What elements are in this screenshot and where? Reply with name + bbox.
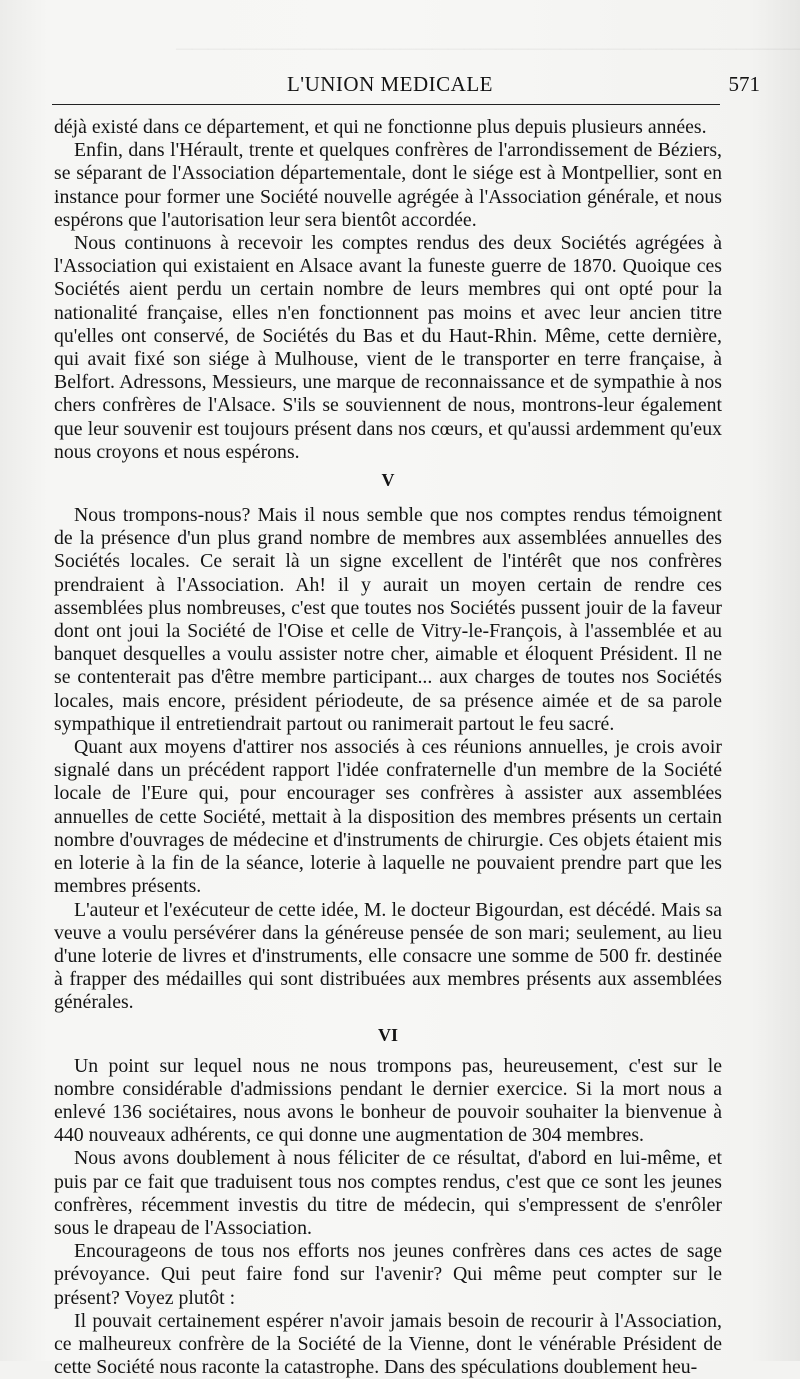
paragraph: déjà existé dans ce département, et qui ne fonctionne plus depuis plusieurs années. [54, 116, 707, 138]
paragraph: Nous avons doublement à nous féliciter de ce résultat, d'abord en lui-même, et puis par ce fait que traduisent tous nos comptes rendus, c'est que ce sont les jeunes confrères, récemment investis du titre de médecin, qui s'empressent de s'enrôler sous le drapeau de l'Association. [54, 1147, 722, 1239]
paragraph: Enfin, dans l'Hérault, trente et quelques confrères de l'arrondissement de Béziers, se séparant de l'Association départementale, dont le siége est à Montpellier, sont en instance pour former une Société nouvelle agrégée à l'Association générale, et nous espérons que l'autorisation leur sera bientôt accordée. [54, 139, 722, 231]
paragraph: Nous continuons à recevoir les comptes rendus des deux Sociétés agrégées à l'Association qui existaient en Alsace avant la funeste guerre de 1870. Quoique ces Sociétés aient perdu un certain nombre de leurs membres qui ont opté pour la nationalité française, elles n'en fonctionnent pas moins et avec leur ancien titre qu'elles ont conservé, de Sociétés du Bas et du Haut-Rhin. Même, cette dernière, qui avait fixé son siége à Mulhouse, vient de le transporter en terre française, à Belfort. Adressons, Messieurs, une marque de reconnaissance et de sympathie à nos chers confrères de l'Alsace. S'ils se souviennent de nous, montrons-leur également que leur souvenir est toujours présent dans nos cœurs, et qu'aussi ardemment qu'eux nous croyons et nous espérons. [54, 232, 722, 463]
header-rule [52, 104, 720, 105]
paragraph: Quant aux moyens d'attirer nos associés à ces réunions annuelles, je crois avoir signalé dans un précédent rapport l'idée confraternelle d'un membre de la Société locale de l'Eure qui, pour encourager ses confrères à assister aux assemblées annuelles de cette Société, mettait à la disposition des membres présents un certain nombre d'ouvrages de médecine et d'instruments de chirurgie. Ces objets étaient mis en loterie à la fin de la séance, loterie à laquelle ne pouvaient prendre part que les membres présents. [54, 736, 722, 898]
paragraph: Encourageons de tous nos efforts nos jeunes confrères dans ces actes de sage prévoyance. Qui peut faire fond sur l'avenir? Qui même peut compter sur le présent? Voyez plutôt : [54, 1240, 722, 1309]
running-title: L'UNION MEDICALE [286, 72, 493, 96]
page-header [40, 70, 760, 100]
page-number: 571 [728, 72, 760, 96]
paragraph: L'auteur et l'exécuteur de cette idée, M. le docteur Bigourdan, est décédé. Mais sa veuve a voulu persévérer dans la généreuse pensée de son mari; seulement, au lieu d'une loterie de livres et d'instruments, elle consacre une somme de 500 fr. destinée à frapper des médailles qui sont distribuées aux membres présents aux assemblées générales. [54, 898, 722, 1014]
section-heading-v: V [381, 470, 395, 491]
show-through-texture: ——————————————————————————————————————— [176, 40, 800, 57]
paragraph: Nous trompons-nous? Mais il nous semble que nos comptes rendus témoignent de la présence d'un plus grand nombre de membres aux assemblées annuelles des Sociétés locales. Ce serait là un signe excellent de l'intérêt que nos confrères prendraient à l'Association. Ah! il y aurait un moyen certain de rendre ces assemblées plus nombreuses, c'est que toutes nos Sociétés pussent jouir de la faveur dont ont joui la Société de l'Oise et celle de Vitry-le-François, à l'assemblée et au banquet desquelles a voulu assister notre cher, aimable et éloquent Président. Il ne se contenterait pas d'être membre participant... aux charges de toutes nos Sociétés locales, mais encore, président périodeute, de sa présence aimée et de sa parole sympathique il entretiendrait partout ou ranimerait partout le feu sacré. [54, 504, 722, 735]
section-heading-vi: VI [377, 1024, 398, 1045]
paragraph: Il pouvait certainement espérer n'avoir jamais besoin de recourir à l'Association, ce malheureux confrère de la Société de la Vienne, dont le vénérable Président de cette Société nous raconte la catastrophe. Dans des spéculations doublement heu- [54, 1309, 722, 1379]
article-body [54, 116, 722, 1379]
paragraph: Un point sur lequel nous ne nous trompons pas, heureusement, c'est sur le nombre considérable d'admissions pendant le dernier exercice. Si la mort nous a enlevé 136 sociétaires, nous avons le bonheur de pouvoir souhaiter la bienvenue à 440 nouveaux adhérents, ce qui donne une augmentation de 304 membres. [54, 1054, 722, 1147]
